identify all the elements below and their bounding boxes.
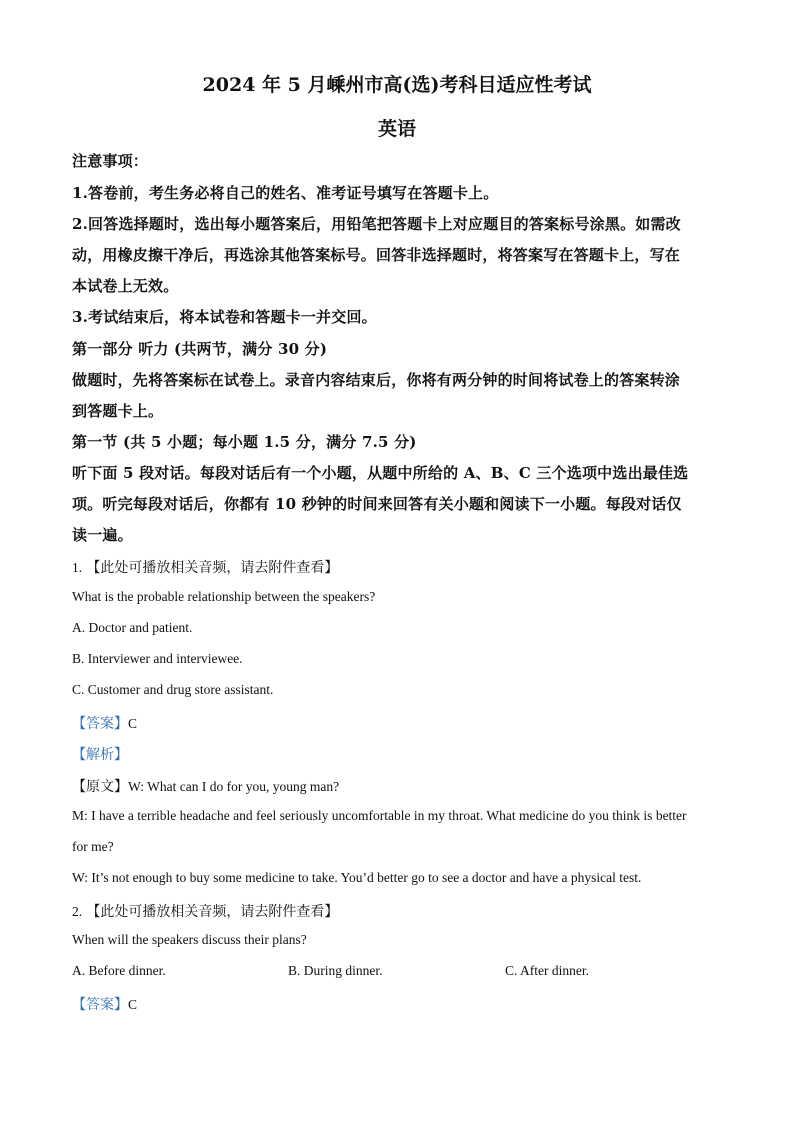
q1-header	[72, 557, 338, 577]
q2-answer-value: C	[128, 997, 138, 1012]
q2-question: When will the speakers discuss their plans?	[72, 932, 307, 947]
section1-heading: 第一节 (共 5 小题；每小题 1.5 分，满分 7.5 分)	[72, 433, 417, 451]
q1-audio-note[interactable]: 【此处可播放相关音频，请去附件查看】	[86, 560, 339, 576]
subject-title: 英语	[377, 118, 416, 140]
q1-transcript-w1-text: W: What can I do for you, young man?	[128, 779, 340, 794]
q1-transcript-w2: W: It’s not enough to buy some medicine to take. You’d better go to see a doctor and have a physical test.	[72, 870, 642, 885]
note-item-2-line-3: 本试卷上无效。	[72, 277, 179, 295]
notes-heading: 注意事项：	[72, 152, 149, 170]
note-item-1: 1.答卷前，考生务必将自己的姓名、准考证号填写在答题卡上。	[72, 184, 499, 202]
q1-number: 1.	[72, 560, 83, 575]
q1-transcript-w1	[72, 776, 339, 796]
section1-instruction-line-3: 读一遍。	[72, 526, 133, 544]
note-item-3: 3.考试结束后，将本试卷和答题卡一并交回。	[72, 308, 377, 326]
q2-option-c: C. After dinner.	[505, 963, 589, 978]
q2-answer-tag: 【答案】	[72, 997, 128, 1013]
note-item-2-line-2: 动，用橡皮擦干净后，再选涂其他答案标号。回答非选择题时，将答案写在答题卡上，写在	[72, 246, 681, 264]
q1-transcript-m1-line-1: M: I have a terrible headache and feel seriously uncomfortable in my throat. What medicine do you think is better	[72, 808, 687, 823]
q2-answer	[72, 994, 137, 1014]
note-item-2-line-1: 2.回答选择题时，选出每小题答案后，用铅笔把答题卡上对应题目的答案标号涂黑。如需改	[72, 215, 681, 233]
q1-option-b: B. Interviewer and interviewee.	[72, 651, 243, 666]
q1-option-a: A. Doctor and patient.	[72, 620, 193, 635]
q2-number: 2.	[72, 904, 83, 919]
q1-transcript-m1-line-2: for me?	[72, 839, 114, 854]
section1-instruction-line-1: 听下面 5 段对话。每段对话后有一个小题，从题中所给的 A、B、C 三个选项中选出最佳选	[72, 464, 689, 482]
q1-question: What is the probable relationship between the speakers?	[72, 589, 376, 604]
q2-option-a: A. Before dinner.	[72, 963, 166, 978]
q2-header	[72, 901, 338, 921]
q1-original-tag: 【原文】	[72, 779, 128, 795]
exam-title: 2024 年 5 月嵊州市高(选)考科目适应性考试	[202, 74, 592, 96]
q1-answer	[72, 713, 137, 733]
part1-instruction-line-2: 到答题卡上。	[72, 402, 164, 420]
q1-answer-tag: 【答案】	[72, 716, 128, 732]
q2-audio-note[interactable]: 【此处可播放相关音频，请去附件查看】	[86, 904, 339, 920]
part1-heading: 第一部分 听力 (共两节，满分 30 分)	[72, 340, 328, 358]
q1-analysis-tag: 【解析】	[72, 747, 128, 763]
section1-instruction-line-2: 项。听完每段对话后，你都有 10 秒钟的时间来回答有关小题和阅读下一小题。每段对话仅	[72, 495, 682, 513]
q2-option-b: B. During dinner.	[288, 963, 383, 978]
part1-instruction-line-1: 做题时，先将答案标在试卷上。录音内容结束后，你将有两分钟的时间将试卷上的答案转涂	[72, 371, 681, 389]
q1-answer-value: C	[128, 716, 138, 731]
q1-option-c: C. Customer and drug store assistant.	[72, 682, 274, 697]
